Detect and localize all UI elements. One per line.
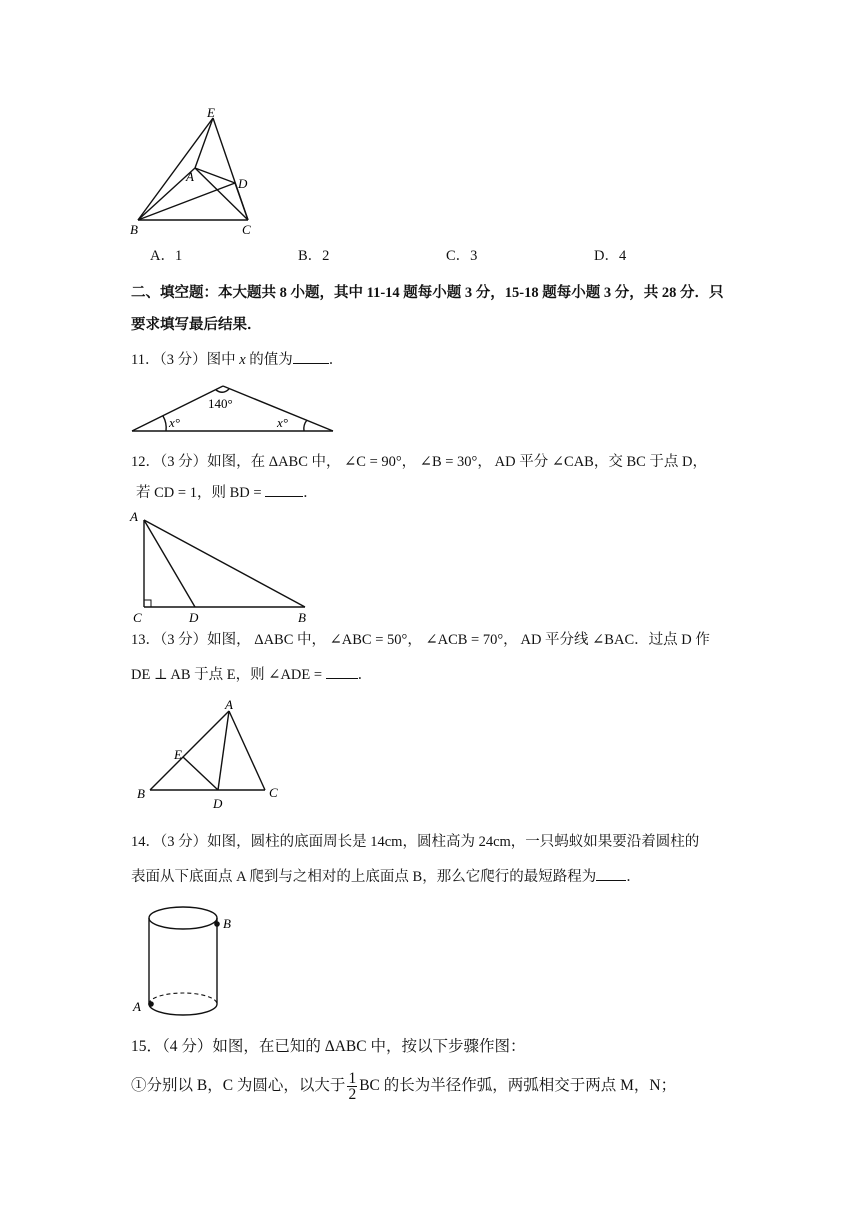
q14-line1: 14．（3 分）如图，圆柱的底面周长是 14cm，圆柱高为 24cm，一只蚂蚁如果要沿着圆柱的 xyxy=(131,834,700,850)
q12-figure xyxy=(125,505,320,625)
segment-AB xyxy=(150,711,229,790)
segment-EB xyxy=(138,118,213,220)
label-A: A xyxy=(133,999,141,1014)
q11-text: 11．（3 分）图中 x 的值为 ． xyxy=(131,352,344,368)
label-A: A xyxy=(225,697,233,712)
right-angle-arc xyxy=(304,420,307,431)
label-A: A xyxy=(186,169,194,184)
right-angle-label: x° xyxy=(277,415,288,430)
option-d: D．4 xyxy=(594,248,627,264)
answer-blank xyxy=(596,868,626,881)
label-A: A xyxy=(130,509,138,524)
q13-figure xyxy=(125,697,295,815)
label-B: B xyxy=(137,786,145,801)
q11-figure xyxy=(125,380,340,436)
q15-step1: ①分别以 B，C 为圆心，以大于 $\frac{1}{2}$ BC 的长为半径作弧，两弧相交于两点 M，N； xyxy=(131,1069,677,1103)
q13-line1: 13．（3 分）如图， ΔABC 中， ∠ABC = 50°， ∠ACB = 70°， AD 平分线 ∠BAC．过点 D 作 xyxy=(131,632,710,648)
segment-AC xyxy=(229,711,265,790)
left-angle-label: x° xyxy=(169,415,180,430)
label-D: D xyxy=(189,610,199,625)
answer-blank xyxy=(265,484,303,497)
label-E: E xyxy=(207,105,215,120)
right-angle-mark xyxy=(144,600,151,607)
section-heading-line2: 要求填写最后结果． xyxy=(131,317,262,333)
q11-var: x xyxy=(239,352,246,368)
cylinder-bottom-back xyxy=(149,993,217,1004)
top-angle-arc xyxy=(216,389,229,392)
fraction-one-half: $\frac{1}{2}$ xyxy=(348,1069,357,1103)
q10-figure xyxy=(125,105,265,240)
section-heading-line1: 二、填空题：本大题共 8 小题，其中 11-14 题每小题 3 分，15-18 题每小题 3 分，共 28 分．只 xyxy=(131,285,724,301)
label-C: C xyxy=(133,610,142,625)
segment-AD xyxy=(195,168,235,183)
q15-line1: 15．（4 分）如图，在已知的 ΔABC 中，按以下步骤作图： xyxy=(131,1038,526,1055)
answer-blank xyxy=(293,351,329,364)
label-B: B xyxy=(298,610,306,625)
q13-line2: DE ⊥ AB 于点 E，则 ∠ADE = ． xyxy=(131,667,373,683)
segment-EA xyxy=(195,118,213,168)
q11-prefix: 11．（3 分）图中 xyxy=(131,352,240,368)
label-E: E xyxy=(174,747,182,762)
label-D: D xyxy=(238,176,248,191)
apex-angle-label: 140° xyxy=(208,396,233,411)
segment-AB xyxy=(144,520,305,607)
option-c: C．3 xyxy=(446,248,478,264)
label-B: B xyxy=(223,916,231,931)
q14-line2: 表面从下底面点 A 爬到与之相对的上底面点 B，那么它爬行的最短路程为 ． xyxy=(131,869,641,885)
point-B xyxy=(214,921,220,927)
left-angle-arc xyxy=(163,416,166,431)
segment-DB xyxy=(138,183,235,220)
label-C: C xyxy=(242,222,251,237)
label-D: D xyxy=(213,796,223,811)
q14-figure xyxy=(125,898,245,1023)
q12-line1: 12．（3 分）如图，在 ΔABC 中， ∠C = 90°， ∠B = 30°， AD 平分 ∠CAB，交 BC 于点 D， xyxy=(131,454,708,470)
segment-DE xyxy=(183,757,218,790)
cylinder-top xyxy=(149,907,217,929)
answer-blank xyxy=(326,666,358,679)
q12-line2: 若 CD = 1，则 BD = ． xyxy=(136,485,318,501)
point-A xyxy=(148,1001,154,1007)
option-b: B．2 xyxy=(298,248,330,264)
q11-suffix: 的值为 xyxy=(245,352,293,368)
label-B: B xyxy=(130,222,138,237)
segment-AD xyxy=(218,711,229,790)
option-a: A．1 xyxy=(150,248,183,264)
cylinder-bottom-front xyxy=(149,1004,217,1015)
label-C: C xyxy=(269,785,278,800)
